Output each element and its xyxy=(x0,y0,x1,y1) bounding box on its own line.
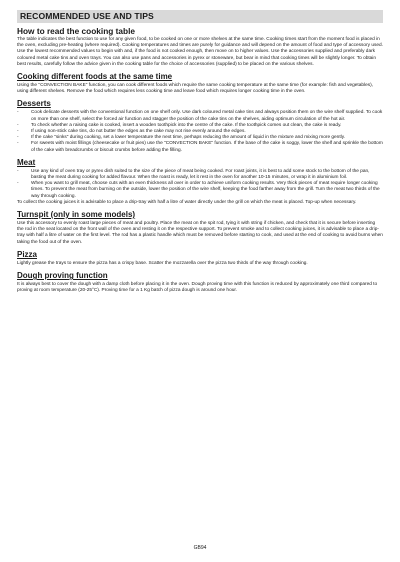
document-page xyxy=(17,10,383,294)
sections-container xyxy=(17,72,383,294)
section-paragraph: Lightly grease the trays to ensure the pizza has a crispy base. Scatter the mozzarella over the pizza two thirds of the way through cooking. xyxy=(17,260,308,266)
section-title: Turnspit (only in some models) xyxy=(17,210,136,220)
page-number: GB94 xyxy=(193,545,207,551)
bullet-list xyxy=(17,169,383,200)
section-title: Pizza xyxy=(17,249,38,259)
bullet-marker: - xyxy=(17,168,19,174)
bullet-marker: - xyxy=(17,110,19,116)
intro-paragraph: The table indicates the best function to use for any given food, to be cooked on one or more shelves at the same time. Cooking times start from the moment food is placed in the oven, excluding pre-heating (where required). Cooking temperatures and times are purely for guidance and will depend on the amount of food and type of accessory used. Use the lowest recommended values to begin with and, if the food is not cooked enough, then move on to higher values. Use the accessories supplied and preferably dark coloured metal cake tins and oven trays. You can also use pans and accessories in pyrex or stoneware, but bear in mind that cooking times will be slightly longer. To obtain best results, carefully follow the advice given in the cooking table for the choice of accessories (supplied) to be placed on the various shelves. xyxy=(17,37,383,67)
section-note: To collect the cooking juices it is advisable to place a drip-tray with half a litre of water directly under the grill on which the meat is placed. Top-up when necessary. xyxy=(17,199,357,205)
bullet-item xyxy=(17,169,383,181)
bullet-text: Use any kind of oven tray or pyrex dish suited to the size of the piece of meat being cooked. For roast joints, it is best to add some stock to the bottom of the pan, basting the meat during cooking for added flavour. When the roast is ready, let it rest in the oven for another 10-15 minutes, or wrap it in aluminium foil. xyxy=(31,168,370,181)
section-title: Cooking different foods at the same time xyxy=(17,72,173,82)
bullet-marker: - xyxy=(17,122,19,128)
section-title: Dough proving function xyxy=(17,271,108,281)
section-banner: RECOMMENDED USE AND TIPS xyxy=(17,10,383,23)
bullet-item xyxy=(17,110,383,122)
bullet-text: If the cake "sinks" during cooking, set a lower temperature the next time, perhaps reducing the amount of liquid in the mixture and mixing more gently. xyxy=(31,135,346,141)
bullet-text: Cook delicate desserts with the conventional function on one shelf only. Use dark coloured metal cake tins and always position them on the wire shelf supplied. To cook on more than one shelf, select the forced air function and stagger the position of the cake tins on the shelves, aiding optimum circulation of the hot air. xyxy=(31,110,383,122)
section-paragraph: Use this accessory to evenly roast large pieces of meat and poultry. Place the meat on the spit rod, tying it with string if chicken, and check that it is secure before inserting the rod in the seat located on the front wall of the oven and resting it on the respective support. To prevent smoke and to collect cooking juices, it is advisable to place a drip-tray with half a litre of water on the first level. The rod has a plastic handle which must be removed before starting to cook, and used at the end of cooking to avoid burns when taking the food out of the oven. xyxy=(17,221,383,245)
bullet-marker: - xyxy=(17,141,19,147)
bullet-item xyxy=(17,141,383,153)
bullet-marker: - xyxy=(17,135,19,141)
bullet-item xyxy=(17,181,383,200)
bullet-list xyxy=(17,110,383,153)
section-title: Meat xyxy=(17,157,36,167)
page-heading: How to read the cooking table xyxy=(17,26,136,36)
bullet-text: If using non-stick cake tins, do not butter the edges as the cake may not rise evenly around the edges. xyxy=(31,129,246,135)
bullet-text: When you want to grill meat, choose cuts with an even thickness all over in order to achieve uniform cooking results. Very thick pieces of meat require longer cooking times. To prevent the meat from burning on the outside, lower the position of the wire shelf, keeping the food farther away from the grill. Turn the meat two thirds of the way through cooking. xyxy=(31,181,380,199)
section-title: Desserts xyxy=(17,99,51,109)
bullet-text: For sweets with moist fillings (cheesecake or fruit pies) use the "CONVECTION BAKE" function. If the base of the cake is soggy, lower the shelf and sprinkle the bottom of the cake with breadcrumbs or biscuit crumbs before adding the filling. xyxy=(31,141,383,153)
bullet-text: To check whether a raising cake is cooked, insert a wooden toothpick into the centre of the cake. If the toothpick comes out clean, the cake is ready. xyxy=(31,122,342,128)
section-paragraph: It is always best to cover the dough with a damp cloth before placing it in the oven. Dough proving time with this function is reduced by approximately one third compared to proving at room temperature (20-25°C). Proving time for a 1 Kg batch of pizza dough is around one hour. xyxy=(17,282,378,294)
bullet-marker: - xyxy=(17,129,19,135)
bullet-marker: - xyxy=(17,181,19,187)
section-paragraph: Using the "CONVECTION BAKE" function, you can cook different foods which require the same cooking temperature at the same time (for example: fish and vegetables), using different shelves. Remove the food which requires less cooking time and leave food which requires longer cooking time in the oven. xyxy=(17,83,374,95)
